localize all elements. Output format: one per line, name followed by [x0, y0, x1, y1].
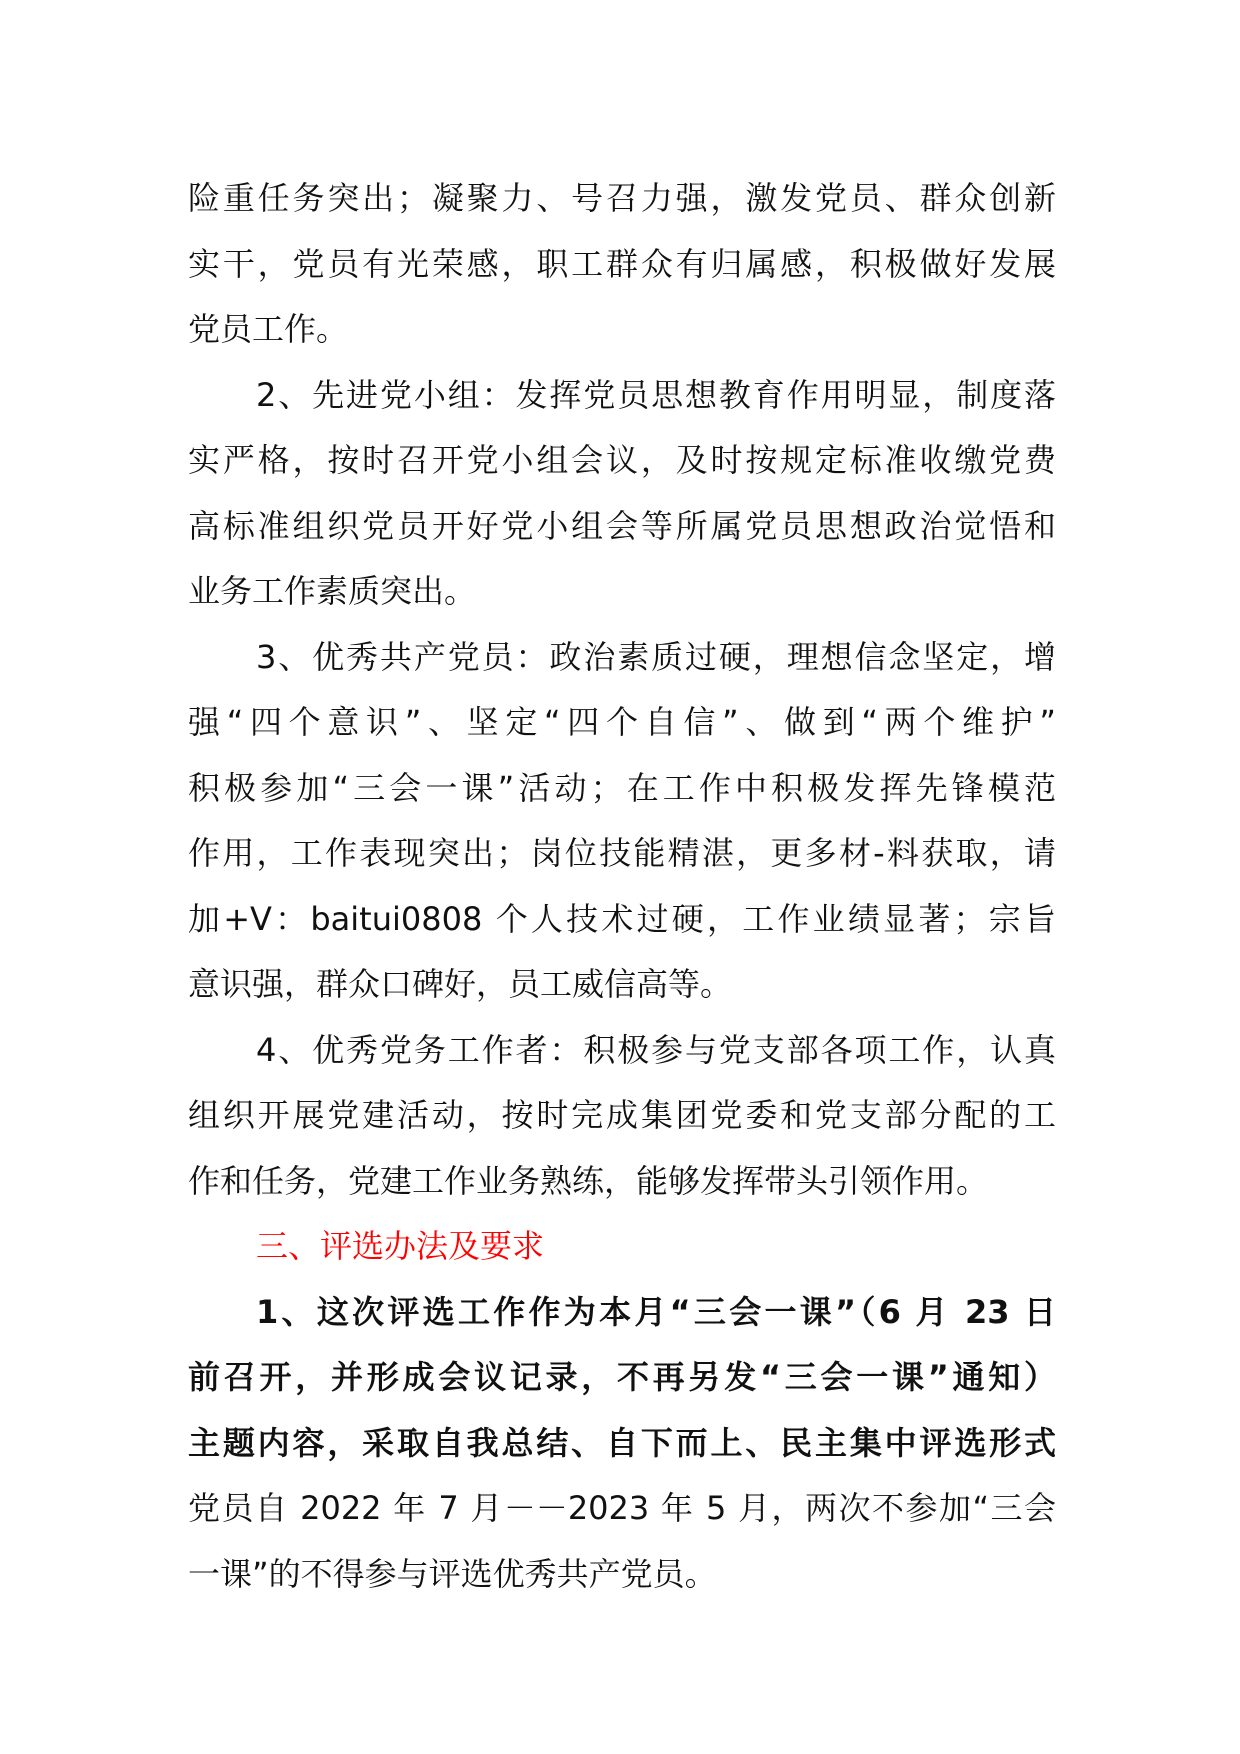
text-line: 积极参加“三会一课”活动；在工作中积极发挥先锋模范 — [188, 768, 1056, 807]
text-line: 作和任务，党建工作业务熟练，能够发挥带头引领作用。 — [188, 1161, 989, 1200]
text-line: 实干，党员有光荣感，职工群众有归属感，积极做好发展 — [188, 244, 1056, 283]
section-heading: 三、评选办法及要求 — [256, 1227, 545, 1265]
text-line: 3、优秀共产党员：政治素质过硬，理想信念坚定，增 — [256, 637, 1056, 676]
bold-text-line: 主题内容，采取自我总结、自下而上、民主集中评选形式 — [188, 1423, 1056, 1462]
text-line: 一课”的不得参与评选优秀共产党员。 — [188, 1554, 717, 1593]
document-page — [188, 166, 1056, 1607]
paragraph-advanced-party-group — [188, 363, 1056, 625]
paragraph-outstanding-party-member — [188, 625, 1056, 1018]
text-line: 意识强，群众口碑好，员工威信高等。 — [188, 965, 733, 1003]
paragraph-party-branch-criteria — [188, 166, 1056, 363]
text-line: 高标准组织党员开好党小组会等所属党员思想政治觉悟和 — [188, 506, 1056, 545]
paragraph-selection-requirements — [188, 1280, 1056, 1608]
text-line: 党员自 2022 年 7 月－－2023 年 5 月，两次不参加“三会 — [188, 1489, 1056, 1527]
text-line: 2、先进党小组：发挥党员思想教育作用明显，制度落 — [256, 375, 1056, 414]
text-line: 组织开展党建活动，按时完成集团党委和党支部分配的工 — [188, 1096, 1056, 1134]
text-line: 强“四个意识”、坚定“四个自信”、做到“两个维护” — [188, 703, 1056, 741]
text-line: 加+V：baitui0808 个人技术过硬，工作业绩显著；宗旨 — [188, 899, 1056, 938]
bold-text-line: 1、这次评选工作作为本月“三会一课”（6 月 23 日 — [256, 1292, 1056, 1331]
text-line: 4、优秀党务工作者：积极参与党支部各项工作，认真 — [256, 1030, 1056, 1069]
text-line: 作用，工作表现突出；岗位技能精湛，更多材-料获取，请 — [188, 834, 1056, 872]
text-line: 险重任务突出；凝聚力、号召力强，激发党员、群众创新 — [188, 179, 1056, 217]
text-line: 业务工作素质突出。 — [188, 572, 477, 610]
bold-text-line: 前召开，并形成会议记录，不再另发“三会一课”通知） — [188, 1358, 1056, 1396]
text-line: 党员工作。 — [188, 310, 349, 348]
paragraph-outstanding-party-worker — [188, 1018, 1056, 1215]
section-heading-selection-method — [188, 1214, 1056, 1280]
text-line: 实严格，按时召开党小组会议，及时按规定标准收缴党费 — [188, 441, 1056, 479]
